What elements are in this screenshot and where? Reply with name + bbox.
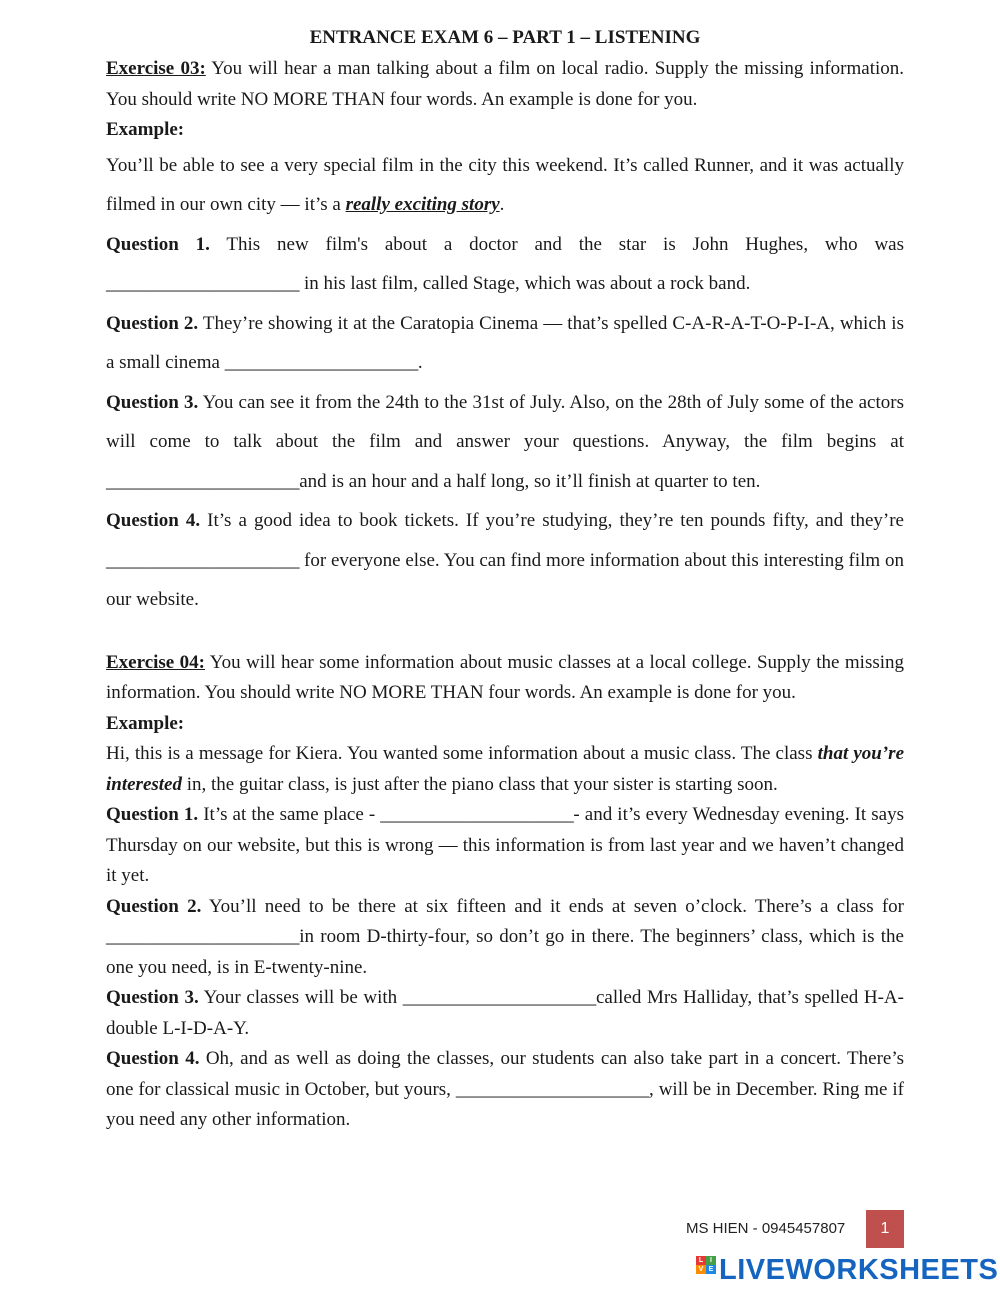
answer-blank[interactable]: _____________________ bbox=[106, 273, 300, 294]
example-answer: really exciting story bbox=[345, 194, 500, 215]
exercise-03-question-2: Question 2. They’re showing it at the Caratopia Cinema — that’s spelled C-A-R-A-T-O-P-I-A, which is a small cinema _____________________. bbox=[106, 312, 904, 373]
exercise-03-instructions: Exercise 03: You will hear a man talking about a film on local radio. Supply the missing information. You should write NO MORE THAN four words. An example is done for you. bbox=[106, 58, 905, 110]
exercise-03-question-1: Question 1. This new film's about a doctor and the star is John Hughes, who was _____________________ in his last film, called Stage, which was about a rock band. bbox=[106, 233, 904, 294]
answer-blank[interactable]: _____________________ bbox=[106, 470, 300, 492]
answer-blank[interactable]: _____________________ bbox=[455, 1078, 650, 1100]
exercise-04-instructions: Exercise 04: You will hear some information about music classes at a local college. Supply the missing information. You should write NO MORE THAN four words. An example is done for you. bbox=[106, 651, 905, 703]
exercise-03-question-4: Question 4. It’s a good idea to book tickets. If you’re studying, they’re ten pounds fifty, and they’re _____________________ for everyone else. You can find more information about this interesting film on our website. bbox=[106, 510, 904, 610]
footer-author: MS HIEN - 0945457807 bbox=[686, 1220, 846, 1237]
answer-blank[interactable]: _____________________ bbox=[402, 987, 596, 1008]
page-number-badge: 1 bbox=[866, 1210, 904, 1248]
exercise-04-label: Exercise 04: bbox=[106, 651, 206, 673]
exercise-04 bbox=[106, 648, 904, 1136]
answer-blank[interactable]: _____________________ bbox=[380, 804, 574, 825]
exercise-03-example-label: Example: bbox=[106, 119, 185, 140]
answer-blank[interactable]: _____________________ bbox=[106, 549, 300, 571]
liveworksheets-logo-icon: L I V E bbox=[696, 1256, 716, 1284]
liveworksheets-logo[interactable] bbox=[696, 1254, 998, 1286]
exercise-04-question-1: Question 1. It’s at the same place - _____________________- and it’s every Wednesday evening. It says Thursday on our website, but this is wrong — this information is from last year and we haven’t changed it yet. bbox=[106, 804, 904, 886]
liveworksheets-wordmark: LIVEWORKSHEETS bbox=[719, 1253, 999, 1286]
page-title: ENTRANCE EXAM 6 – PART 1 – LISTENING bbox=[309, 27, 701, 48]
exercise-03-label: Exercise 03: bbox=[106, 58, 206, 79]
worksheet-page bbox=[106, 24, 904, 1136]
example-answer: that you’re interested bbox=[106, 743, 905, 795]
exercise-03 bbox=[106, 54, 904, 620]
answer-blank[interactable]: _____________________ bbox=[106, 926, 300, 947]
exercise-04-question-4: Question 4. Oh, and as well as doing the classes, our students can also take part in a concert. There’s one for classical music in October, but yours, _____________________, will be in December. Ring me if you need any other information. bbox=[106, 1048, 904, 1130]
section-spacer bbox=[106, 620, 904, 648]
exercise-04-question-3: Question 3. Your classes will be with _____________________called Mrs Halliday, that’s spelled H-A-double L-I-D-A-Y. bbox=[106, 987, 904, 1039]
answer-blank[interactable]: _____________________ bbox=[224, 352, 418, 373]
exercise-03-question-3: Question 3. You can see it from the 24th to the 31st of July. Also, on the 28th of July some of the actors will come to talk about the film and answer your questions. Anyway, the film begins at _____________________and is an hour and a half long, so it’ll finish at quarter to ten. bbox=[106, 391, 904, 492]
exercise-03-example: You’ll be able to see a very special film in the city this weekend. It’s called Runner, and it was actually filmed in our own city — it’s a really exciting story. bbox=[106, 154, 904, 215]
exercise-04-example: Hi, this is a message for Kiera. You wanted some information about a music class. The class that you’re interested in, the guitar class, is just after the piano class that your sister is starting soon. bbox=[106, 743, 905, 795]
exercise-04-question-2: Question 2. You’ll need to be there at six fifteen and it ends at seven o’clock. There’s a class for _____________________in room D-thirty-four, so don’t go in there. The beginners’ class, which is the one you need, is in E-twenty-nine. bbox=[106, 895, 904, 978]
exercise-04-example-label: Example: bbox=[106, 712, 185, 734]
